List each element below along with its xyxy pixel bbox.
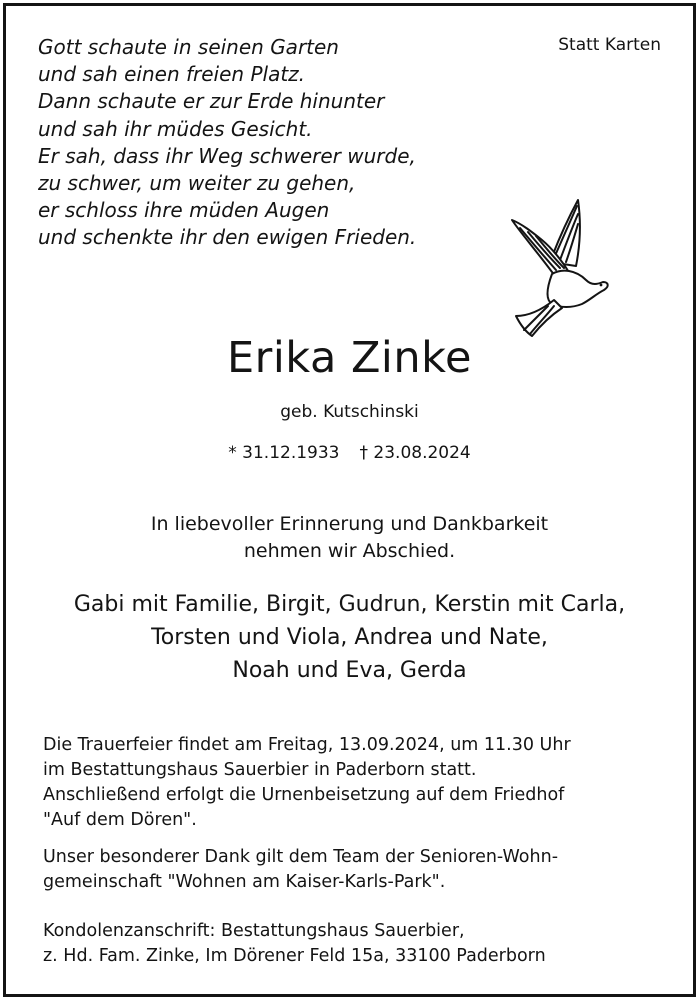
poem <box>38 34 416 252</box>
memory-line: In liebevoller Erinnerung und Dankbarkeit <box>150 513 549 535</box>
family-line: Gabi mit Familie, Birgit, Gudrun, Kerstin mit Carla, <box>73 592 626 617</box>
birth-name: geb. Kutschinski <box>280 402 419 422</box>
poem-line: er schloss ihre müden Augen <box>38 198 330 223</box>
memory-line: nehmen wir Abschied. <box>243 540 456 562</box>
thanks-note <box>43 845 558 895</box>
address-line: z. Hd. Fam. Zinke, Im Dörener Feld 15a, 33100 Paderborn <box>43 946 546 966</box>
deceased-name: Erika Zinke <box>227 333 472 383</box>
thanks-line: Unser besonderer Dank gilt dem Team der Senioren-Wohn- <box>43 847 559 867</box>
poem-line: Gott schaute in seinen Garten <box>38 35 339 59</box>
thanks-line: gemeinschaft "Wohnen am Kaiser-Karls-Park". <box>43 872 446 892</box>
condolence-address <box>43 919 546 969</box>
death-date: † 23.08.2024 <box>359 443 471 463</box>
statt-karten-label: Statt Karten <box>558 35 661 55</box>
poem-line: Dann schaute er zur Erde hinunter <box>38 89 385 114</box>
service-line: "Auf dem Dören". <box>43 810 197 830</box>
poem-line: zu schwer, um weiter zu gehen, <box>38 171 356 196</box>
address-line: Kondolenzanschrift: Bestattungshaus Sauerbier, <box>43 921 465 941</box>
family-line: Torsten und Viola, Andrea und Nate, <box>151 625 548 650</box>
service-line: Die Trauerfeier findet am Freitag, 13.09.2024, um 11.30 Uhr <box>43 735 571 755</box>
poem-line: und schenkte ihr den ewigen Frieden. <box>38 225 417 250</box>
poem-line: und sah einen freien Platz. <box>38 62 306 87</box>
service-line: Anschließend erfolgt die Urnenbeisetzung auf dem Friedhof <box>43 785 565 805</box>
family-names <box>0 588 699 687</box>
service-line: im Bestattungshaus Sauerbier in Paderborn statt. <box>43 760 477 780</box>
poem-line: Er sah, dass ihr Weg schwerer wurde, <box>38 143 416 168</box>
life-dates <box>0 441 699 465</box>
birth-date: * 31.12.1933 <box>228 443 340 463</box>
memory-text <box>0 511 699 565</box>
dove-icon <box>506 196 612 338</box>
service-info <box>43 733 571 833</box>
poem-line: und sah ihr müdes Gesicht. <box>38 116 313 141</box>
family-line: Noah und Eva, Gerda <box>232 658 467 683</box>
